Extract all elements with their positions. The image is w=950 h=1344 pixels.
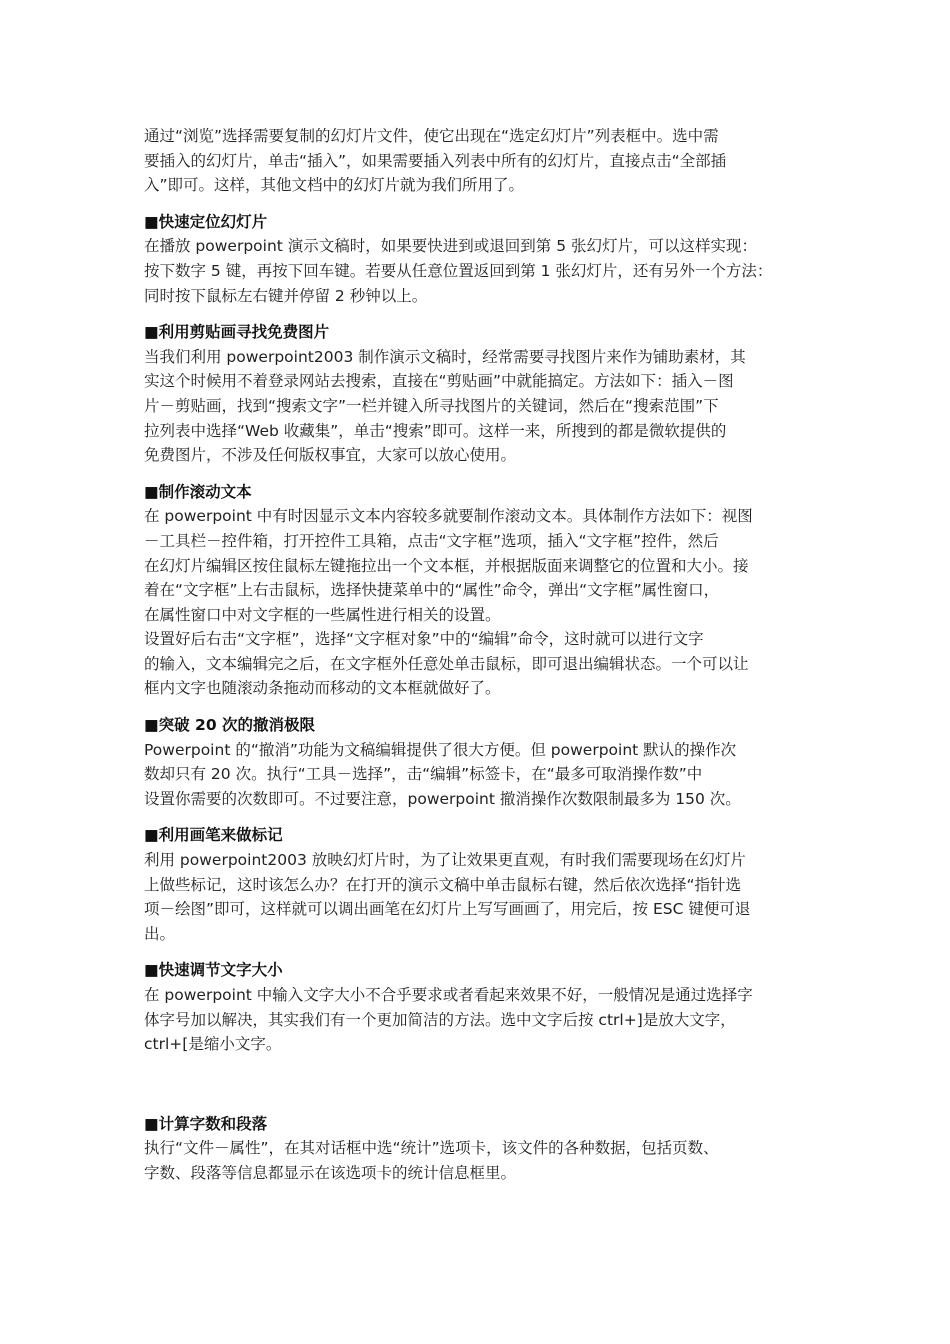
section-paragraph: 当我们利用 powerpoint2003 制作演示文稿时，经常需要寻找图片来作为铺助素材，其 实这个时候用不着登录网站去搜索，直接在“剪贴画”中就能搞定。方法如下：插入－图 片－剪贴画，找到“搜索文字”一栏并键入所寻找图片的关键词，然后在“搜索范围”下 拉列表中选择“Web 收藏集”，单击“搜索”即可。这样一来，所搜到的都是微软提供的 免费图片，不涉及任何版权事宜，大家可以放心使用。: [144, 347, 746, 465]
section-font-size-adjust: [144, 958, 809, 1056]
square-bullet-icon: ■: [144, 716, 159, 735]
section-scrolling-text: [144, 480, 809, 701]
section-heading: [144, 210, 809, 235]
section-heading-text: 制作滚动文本: [158, 482, 252, 501]
square-bullet-icon: ■: [144, 961, 159, 980]
section-undo-limit: [144, 713, 809, 811]
intro-paragraph: 通过“浏览”选择需要复制的幻灯片文件，使它出现在“选定幻灯片”列表框中。选中需 要插入的幻灯片，单击“插入”，如果需要插入列表中所有的幻灯片，直接点击“全部插 入”即可。这样，其他文档中的幻灯片就为我们所用了。: [144, 127, 727, 195]
section-heading-text: 计算字数和段落: [158, 1114, 268, 1133]
section-pen-marking: [144, 823, 809, 946]
section-heading: [144, 713, 809, 738]
section-heading-text: 快速定位幻灯片: [158, 212, 268, 231]
square-bullet-icon: ■: [144, 482, 159, 501]
section-paragraph: 在 powerpoint 中输入文字大小不合乎要求或者看起来效果不好，一般情况是通过选择字 体字号加以解决，其实我们有一个更加简洁的方法。选中文字后按 ctrl+]是放大文字， ctrl+[是缩小文字。: [144, 986, 753, 1054]
section-heading: [144, 480, 809, 505]
section-heading-text: 利用画笔来做标记: [158, 826, 283, 845]
section-paragraph: 设置好后右击“文字框”，选择“文字框对象”中的“编辑”命令，这时就可以进行文字 的输入，文本编辑完之后，在文字框外任意处单击鼠标，即可退出编辑状态。一个可以让 框内文字也随滚动条拖动而移动的文本框就做好了。: [144, 630, 749, 698]
section-heading-text: 利用剪贴画寻找免费图片: [158, 323, 330, 342]
section-word-count: [144, 1112, 809, 1186]
square-bullet-icon: ■: [144, 212, 159, 231]
square-bullet-icon: ■: [144, 1114, 159, 1133]
section-quick-locate-slide: [144, 210, 809, 308]
section-paragraph: 在播放 powerpoint 演示文稿时，如果要快进到或退回到第 5 张幻灯片，可以这样实现： 按下数字 5 键，再按下回车键。若要从任意位置返回到第 1 张幻灯片，还有另外一个方法： 同时按下鼠标左右键并停留 2 秒钟以上。: [144, 237, 773, 305]
section-paragraph: 在 powerpoint 中有时因显示文本内容较多就要制作滚动文本。具体制作方法如下：视图 －工具栏－控件箱，打开控件工具箱，点击“文字框”选项，插入“文字框”控件，然后 在幻灯片编辑区按住鼠标左键拖拉出一个文本框，并根据版面来调整它的位置和大小。接 着在“文字框”上右击鼠标，选择快捷菜单中的“属性”命令，弹出“文字框”属性窗口， 在属性窗口中对文字框的一些属性进行相关的设置。: [144, 507, 753, 624]
section-clipart-free-images: [144, 320, 809, 468]
section-heading: [144, 823, 809, 848]
section-heading-text: 快速调节文字大小: [158, 961, 283, 980]
document-page: [144, 124, 809, 1186]
section-paragraph: 执行“文件－属性”，在其对话框中选“统计”选项卡，该文件的各种数据，包括页数、 字数、段落等信息都显示在该选项卡的统计信息框里。: [144, 1139, 719, 1182]
section-paragraph: 利用 powerpoint2003 放映幻灯片时，为了让效果更直观，有时我们需要现场在幻灯片 上做些标记，这时该怎么办？在打开的演示文稿中单击鼠标右键，然后依次选择“指针选 项－绘图”即可，这样就可以调出画笔在幻灯片上写写画画了，用完后，按 ESC 键便可退 出。: [144, 851, 751, 943]
section-heading: [144, 1112, 809, 1137]
square-bullet-icon: ■: [144, 323, 159, 342]
section-heading: [144, 958, 809, 983]
square-bullet-icon: ■: [144, 826, 159, 845]
section-paragraph: Powerpoint 的“撤消”功能为文稿编辑提供了很大方便。但 powerpoint 默认的操作次 数却只有 20 次。执行“工具－选择”，击“编辑”标签卡，在“最多可取消操作数”中 设置你需要的次数即可。不过要注意，powerpoint 撤消操作次数限制最多为 150 次。: [144, 740, 741, 808]
section-heading-text: 突破 20 次的撤消极限: [158, 716, 316, 735]
section-heading: [144, 320, 809, 345]
